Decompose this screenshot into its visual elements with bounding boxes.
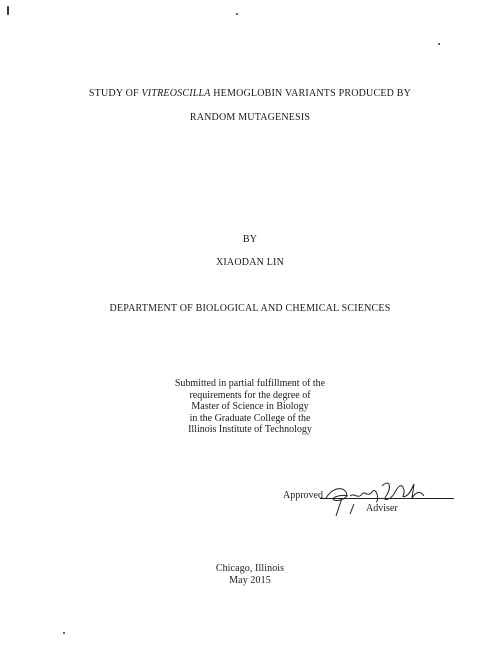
title-prefix: STUDY OF xyxy=(88,88,142,99)
location: Chicago, Illinois xyxy=(215,563,285,574)
thesis-title-line-1 xyxy=(0,88,500,100)
thesis-title-line-2: RANDOM MUTAGENESIS xyxy=(189,112,311,123)
submission-line: Master of Science in Biology xyxy=(191,401,309,412)
submission-date: May 2015 xyxy=(229,575,271,586)
scan-artifact-mark xyxy=(236,13,238,15)
submission-line: Submitted in partial fulfillment of the xyxy=(174,378,326,389)
title-suffix: HEMOGLOBIN VARIANTS PRODUCED BY xyxy=(210,88,412,99)
scan-artifact-mark xyxy=(438,43,440,45)
submission-line: requirements for the degree of xyxy=(189,389,311,401)
title-organism-name: VITREOSCILLA xyxy=(141,88,211,99)
scan-artifact-mark xyxy=(7,6,9,15)
scan-artifact-mark xyxy=(63,632,65,634)
submission-line: in the Graduate College of the xyxy=(189,412,311,424)
by-label: BY xyxy=(242,234,258,245)
adviser-label: Adviser xyxy=(366,503,398,514)
department-name: DEPARTMENT OF BIOLOGICAL AND CHEMICAL SCIENCES xyxy=(109,303,391,314)
submission-statement xyxy=(0,378,500,436)
approved-label: Approved xyxy=(283,490,323,501)
author-name: XIAODAN LIN xyxy=(215,257,285,268)
submission-line: Illinois Institute of Technology xyxy=(188,424,312,435)
